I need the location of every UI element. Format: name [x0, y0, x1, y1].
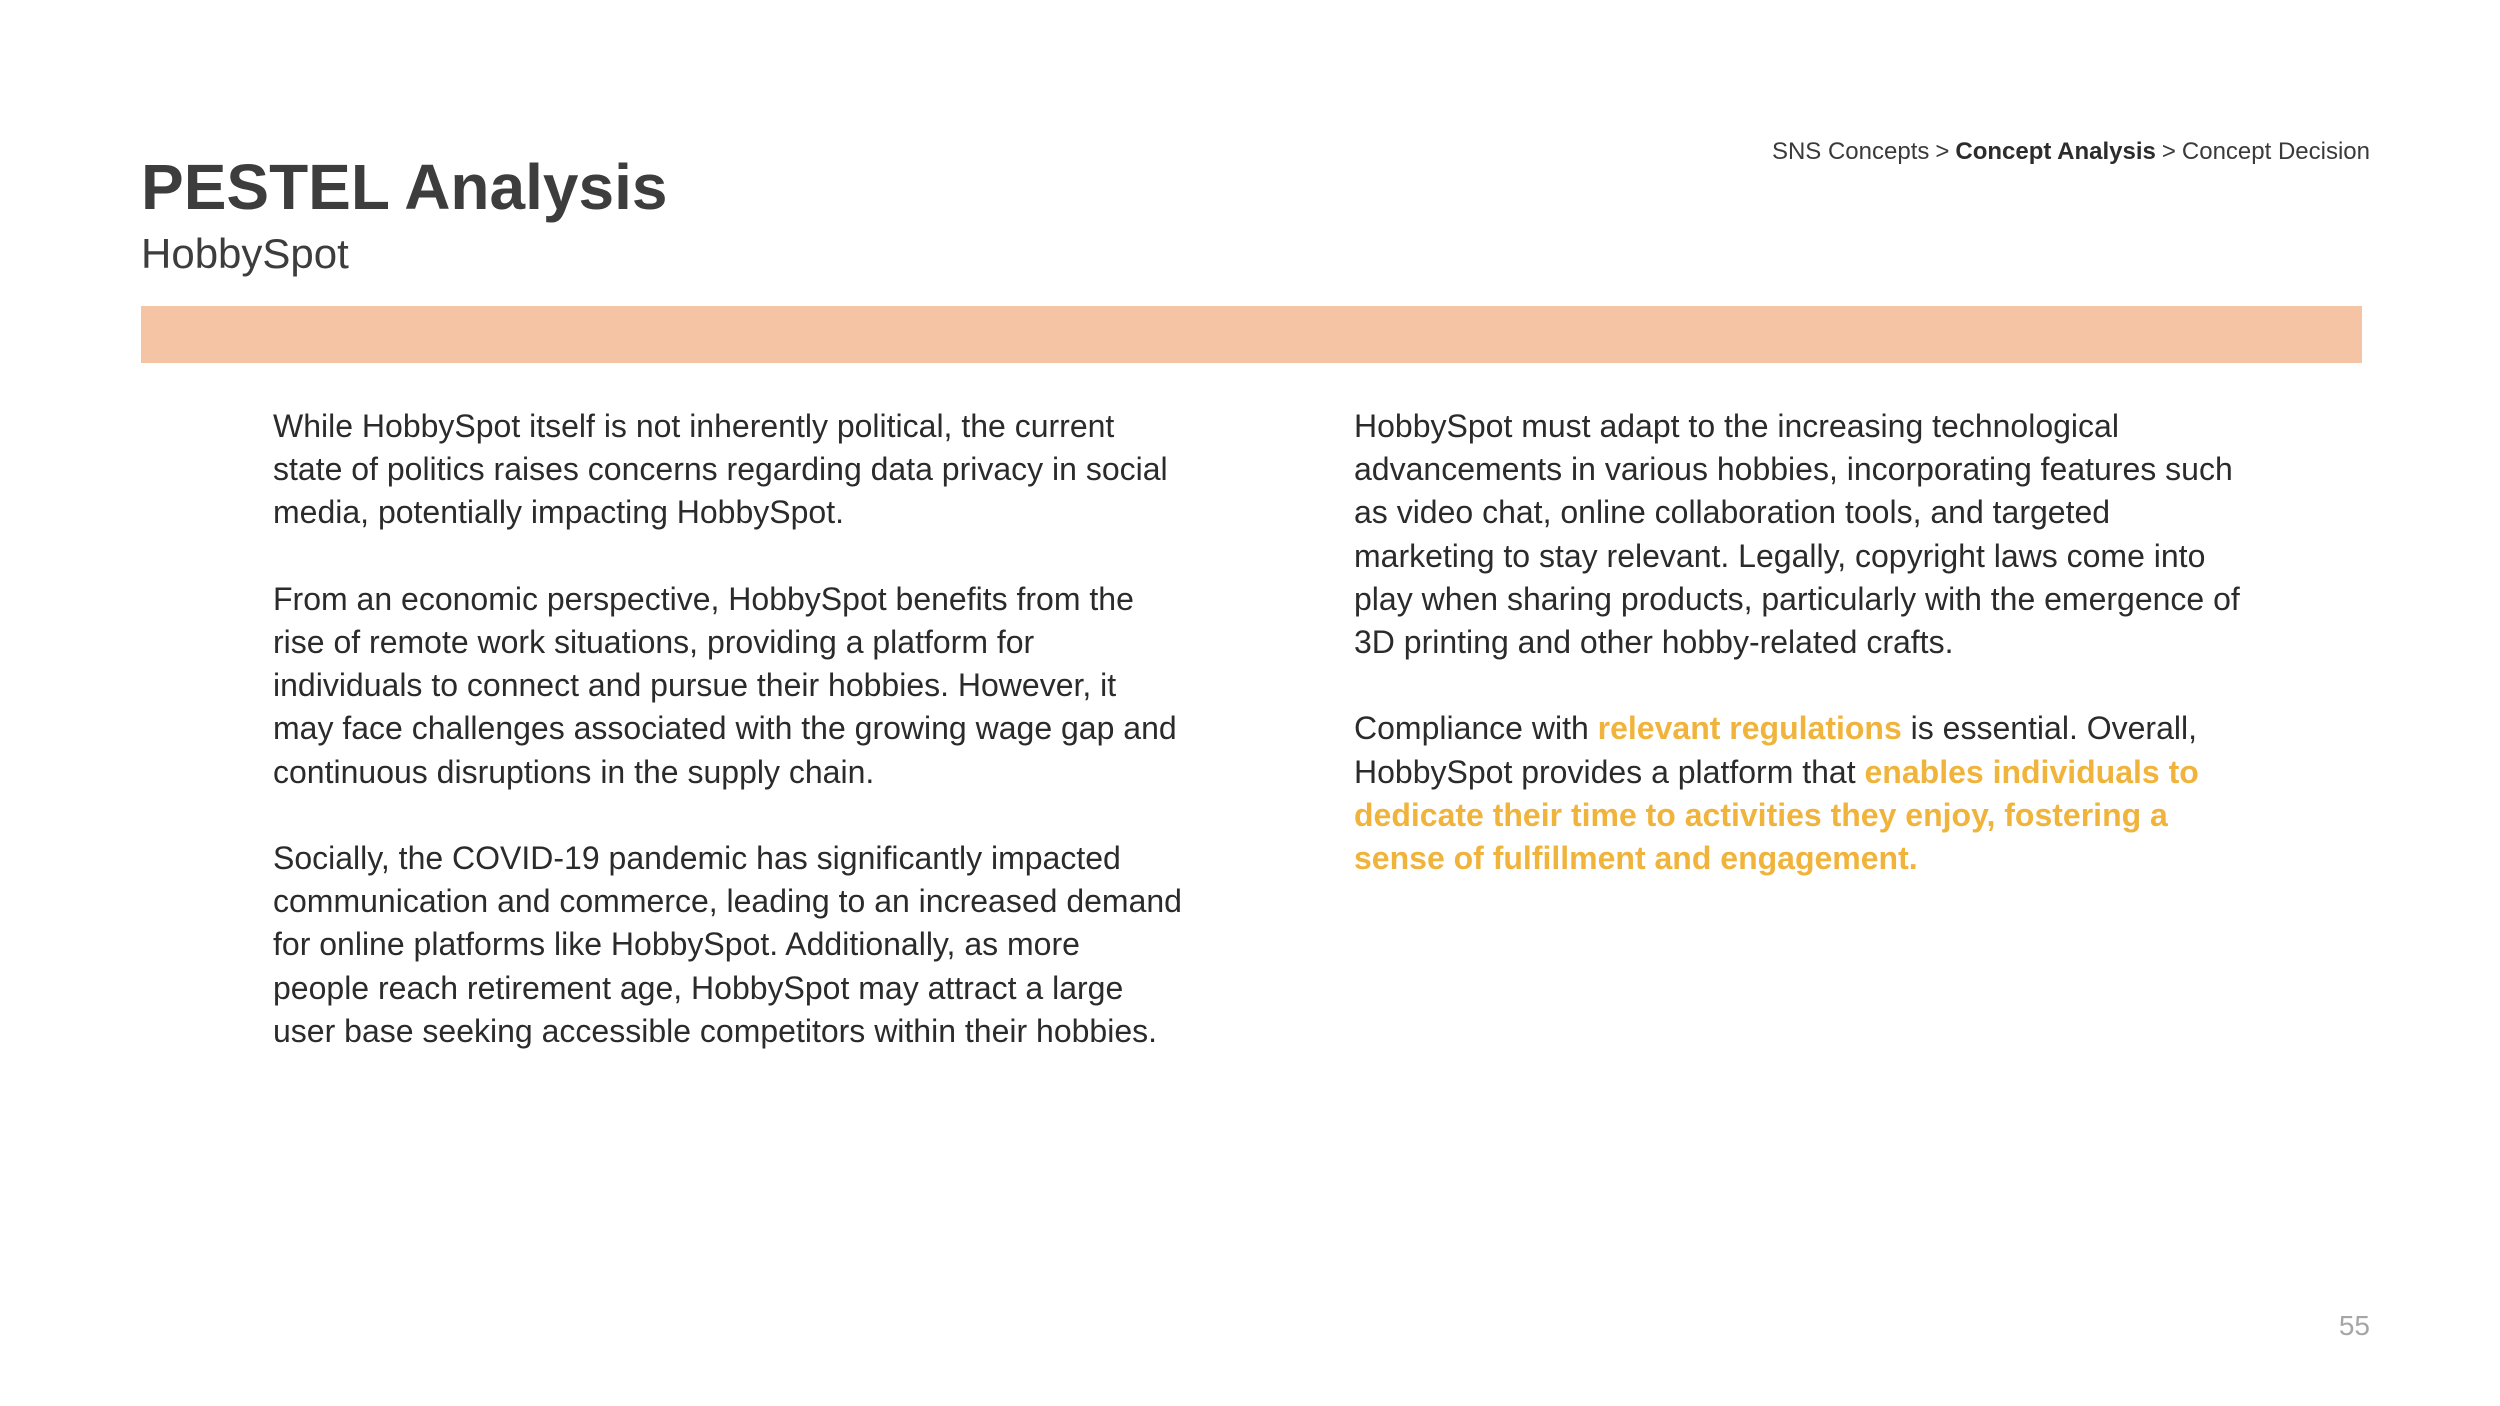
- page-number: 55: [2338, 1310, 2370, 1341]
- breadcrumb-separator: >: [2161, 138, 2176, 165]
- left-column: [273, 405, 1183, 1096]
- breadcrumb-item-concept-analysis[interactable]: Concept Analysis: [1955, 138, 2156, 165]
- page-title: PESTEL Analysis: [141, 151, 668, 223]
- breadcrumb: [1772, 138, 2370, 166]
- tech-legal-paragraph: HobbySpot must adapt to the increasing technological advancements in various hobbies, incorporating features such as video chat, online collaboration tools, and targeted marketing to stay relevant. Legally, copyright laws come into play when sharing products, particularly with the emergence of 3D printing and other hobby-related crafts.: [1354, 408, 2240, 661]
- compliance-text: is essential. Overall, HobbySpot provides a platform that: [1354, 710, 2197, 790]
- section-banner: [141, 306, 2362, 363]
- breadcrumb-item-concept-decision[interactable]: Concept Decision: [2181, 138, 2370, 165]
- right-column: [1354, 405, 2254, 923]
- economic-paragraph: From an economic perspective, HobbySpot benefits from the rise of remote work situations, providing a platform for individuals to connect and pursue their hobbies. However, it may face challenges associated with the growing wage gap and continuous disruptions in the supply chain.: [273, 580, 1177, 790]
- social-paragraph: Socially, the COVID-19 pandemic has significantly impacted communication and commerce, leading to an increased demand for online platforms like HobbySpot. Additionally, as more people reach retirement age, HobbySpot may attract a large user base seeking accessible competitors within their hobbies.: [273, 840, 1182, 1049]
- breadcrumb-separator: >: [1935, 138, 1950, 165]
- highlight-fulfillment: enables individuals to dedicate their time to activities they enjoy, fostering a sense of fulfillment and engagement.: [1354, 753, 2199, 877]
- page-subtitle: HobbySpot: [141, 230, 349, 277]
- compliance-text: Compliance with: [1354, 710, 1598, 747]
- political-paragraph: While HobbySpot itself is not inherently political, the current state of politics raises concerns regarding data privacy in social media, potentially impacting HobbySpot.: [273, 408, 1168, 531]
- breadcrumb-item-sns-concepts[interactable]: SNS Concepts: [1771, 138, 1930, 165]
- compliance-paragraph: [1354, 707, 2254, 880]
- highlight-regulations: relevant regulations: [1597, 710, 1902, 747]
